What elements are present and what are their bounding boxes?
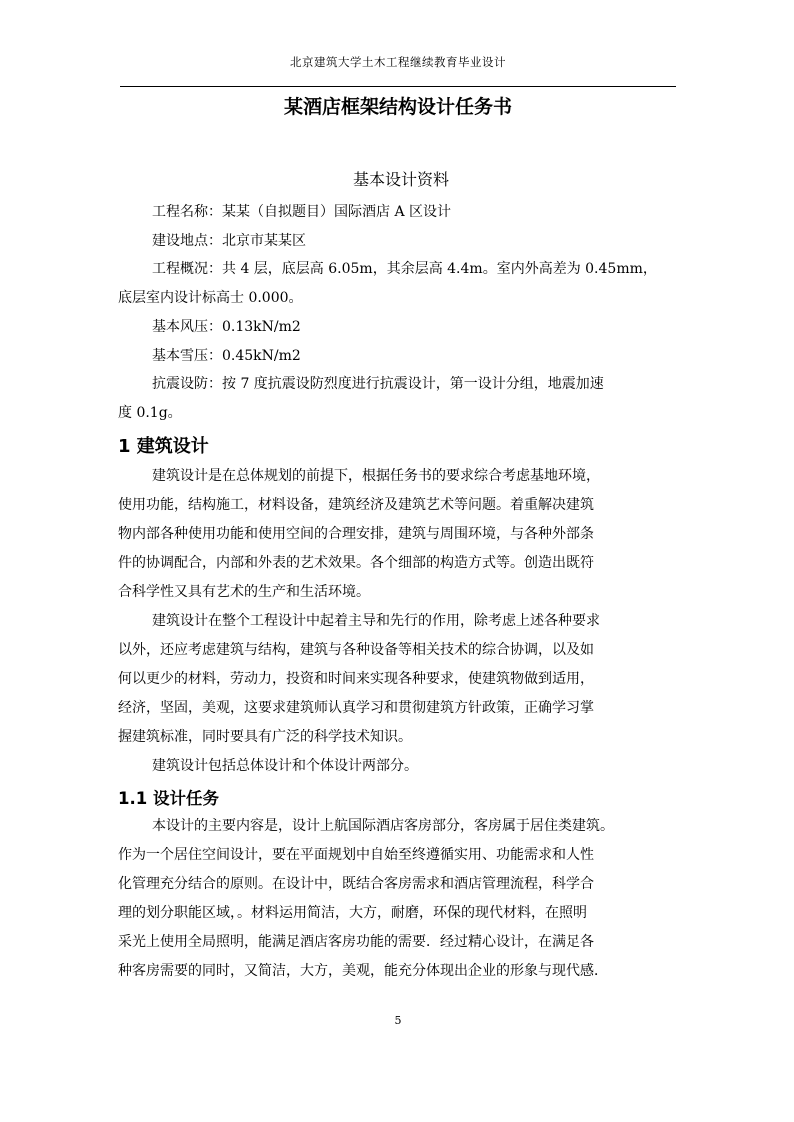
section-1-paragraph-2 — [118, 607, 684, 752]
section-1-paragraph-3 — [118, 752, 684, 781]
paragraph-line: 工程概况：共 4 层，底层高 6.05m，其余层高 4.4m。室内外高差为 0.45mm， — [152, 261, 657, 277]
paragraph-line: 经济，坚固，美观，这要求建筑师认真学习和贯彻建筑方针政策，正确学习掌 — [118, 700, 594, 716]
paragraph-line: 握建筑标准，同时要具有广泛的科学技术知识。 — [118, 729, 412, 745]
document-body — [118, 168, 684, 986]
running-header: 北京建筑大学土木工程继续教育毕业设计 — [290, 55, 506, 69]
wind-pressure-line: 基本风压：0.13kN/m2 — [152, 319, 301, 335]
project-overview-paragraph — [118, 255, 684, 313]
page-number: 5 — [394, 1014, 402, 1027]
paragraph-line: 建筑设计包括总体设计和个体设计两部分。 — [152, 758, 418, 774]
paragraph-line: 使用功能，结构施工，材料设备，建筑经济及建筑艺术等问题。着重解决建筑 — [118, 497, 594, 513]
section-1-1-heading: 1.1 设计任务 — [118, 789, 219, 808]
paragraph-line: 本设计的主要内容是，设计上航国际酒店客房部分，客房属于居住类建筑。 — [152, 818, 614, 834]
paragraph-line: 底层室内设计标高士 0.000。 — [118, 290, 303, 306]
snow-pressure-line: 基本雪压：0.45kN/m2 — [152, 347, 301, 364]
section-1-paragraph-1 — [118, 462, 684, 607]
document-title: 某酒店框架结构设计任务书 — [283, 96, 512, 118]
paragraph-line: 物内部各种使用功能和使用空间的合理安排，建筑与周围环境，与各种外部条 — [118, 526, 594, 542]
paragraph-line: 理的划分职能区域，。材料运用简洁，大方，耐磨，环保的现代材料，在照明 — [118, 905, 587, 921]
section-1-heading: 1 建筑设计 — [118, 436, 209, 457]
project-location-line: 建设地点：北京市某某区 — [152, 232, 306, 249]
paragraph-line: 以外，还应考虑建筑与结构，建筑与各种设备等相关技术的综合协调，以及如 — [118, 642, 594, 658]
paragraph-line: 件的协调配合，内部和外表的艺术效果。各个细部的构造方式等。创造出既符 — [118, 555, 594, 571]
paragraph-line: 作为一个居住空间设计，要在平面规划中自始至终遵循实用、功能需求和人性 — [118, 847, 594, 863]
paragraph-line: 合科学性又具有艺术的生产和生活环境。 — [118, 584, 370, 600]
paragraph-line: 何以更少的材料，劳动力，投资和时间来实现各种要求，使建筑物做到适用， — [118, 671, 594, 687]
paragraph-line: 采光上使用全局照明，能满足酒店客房功能的需要．经过精心设计，在满足各 — [118, 934, 594, 950]
header-rule — [120, 86, 676, 87]
paragraph-line: 建筑设计是在总体规划的前提下，根据任务书的要求综合考虑基地环境， — [152, 468, 600, 484]
paragraph-line: 种客房需要的同时，又简洁，大方，美观，能充分体现出企业的形象与现代感． — [118, 963, 608, 979]
section-1-1-paragraph-1 — [118, 812, 684, 986]
paragraph-line: 化管理充分结合的原则。在设计中，既结合客房需求和酒店管理流程，科学合 — [118, 876, 594, 892]
project-name-line: 工程名称：某某（自拟题目）国际酒店 A 区设计 — [152, 204, 452, 220]
seismic-paragraph — [118, 370, 684, 428]
paragraph-line: 抗震设防：按 7 度抗震设防烈度进行抗震设计，第一设计分组，地震加速 — [152, 376, 604, 392]
paragraph-line: 建筑设计在整个工程设计中起着主导和先行的作用，除考虑上述各种要求 — [152, 613, 600, 629]
paragraph-line: 度 0.1g。 — [118, 405, 182, 421]
basic-section-title: 基本设计资料 — [352, 170, 449, 189]
